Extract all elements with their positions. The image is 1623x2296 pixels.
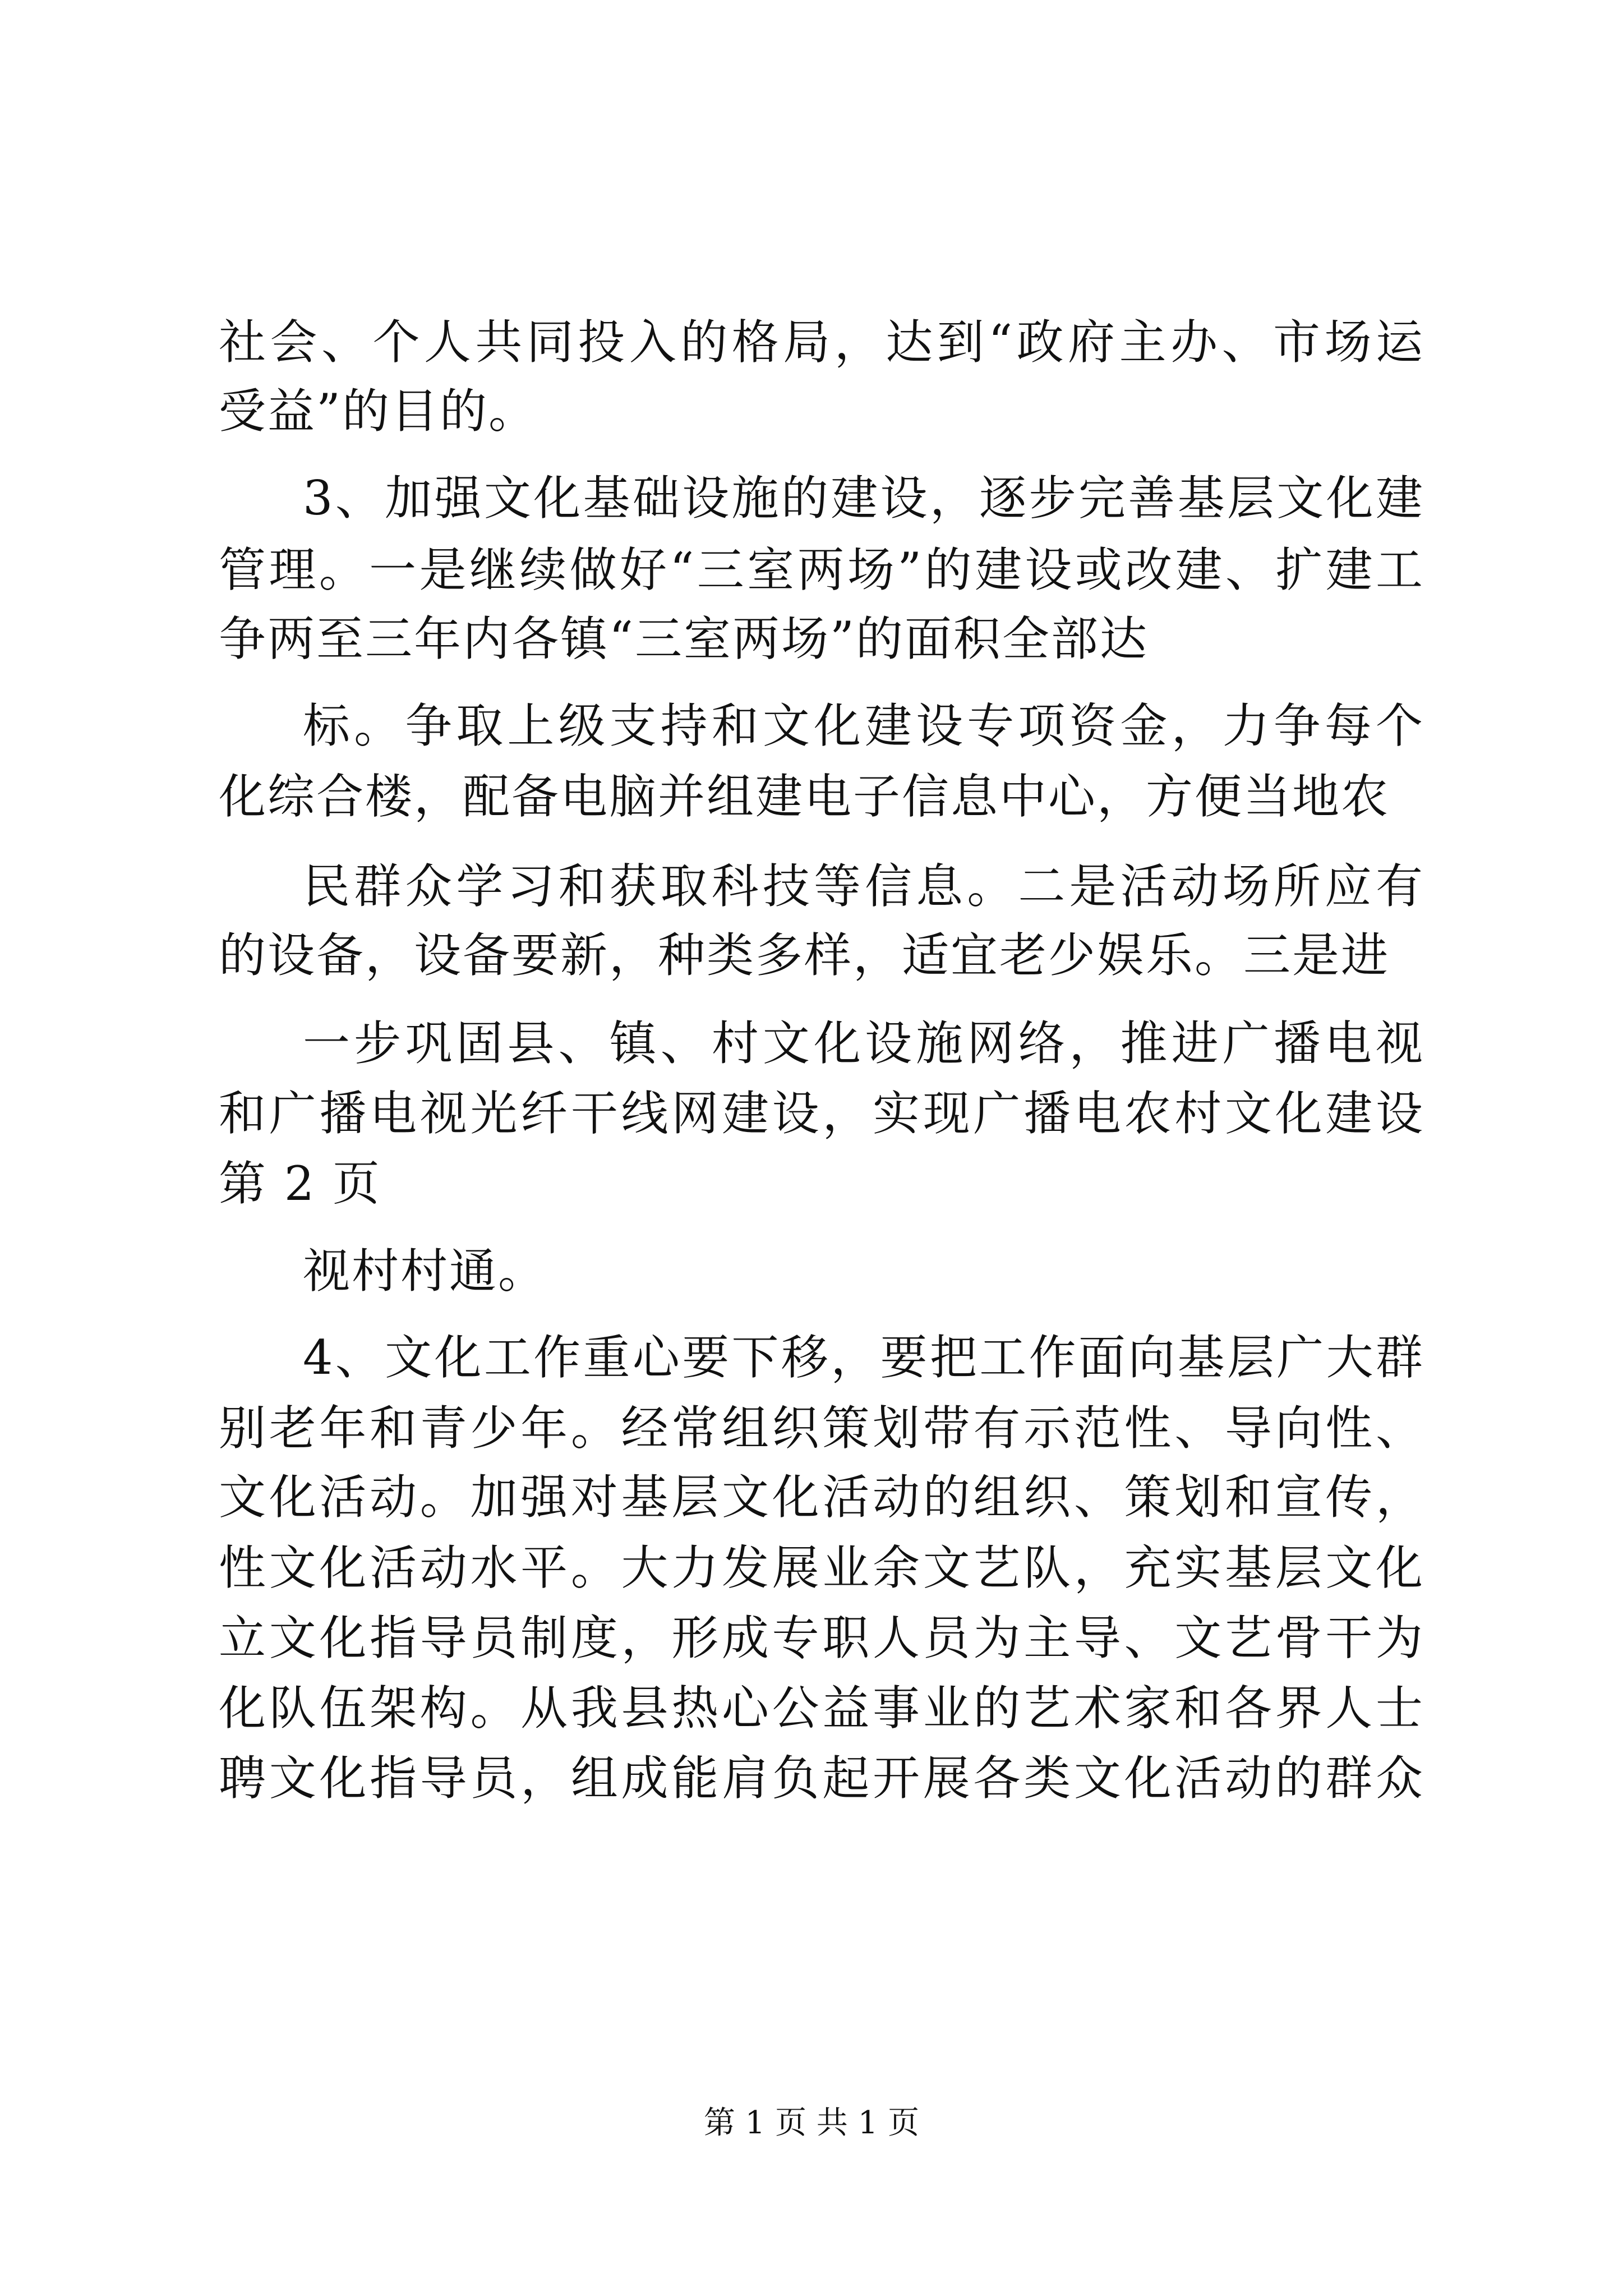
text-line: 性文化活动水平。大力发展业余文艺队，充实基层文化 — [219, 1540, 1424, 1595]
text-line: 化队伍架构。从我县热心公益事业的艺术家和各界人士 — [219, 1681, 1424, 1736]
text-line: 一步巩固县、镇、村文化设施网络，推进广播电视 — [303, 1016, 1424, 1071]
text-line: 视村村通。 — [303, 1244, 547, 1299]
text-line: 争两至三年内各镇“三室两场”的面积全部达 — [219, 611, 1149, 666]
text-line: 别老年和青少年。经常组织策划带有示范性、导向性、 — [219, 1401, 1424, 1456]
text-line: 化综合楼，配备电脑并组建电子信息中心，方便当地农 — [219, 769, 1390, 824]
text-line: 受益”的目的。 — [219, 384, 537, 439]
page-footer: 第 1 页 共 1 页 — [703, 2105, 920, 2141]
text-line: 的设备，设备要新，种类多样，适宜老少娱乐。三是进 — [219, 928, 1390, 983]
text-line: 4、文化工作重心要下移，要把工作面向基层广大群 — [303, 1330, 1424, 1385]
text-line: 聘文化指导员，组成能肩负起开展各类文化活动的群众 — [219, 1751, 1424, 1806]
text-line: 民群众学习和获取科技等信息。二是活动场所应有 — [303, 859, 1424, 914]
text-line: 标。争取上级支持和文化建设专项资金，力争每个 — [303, 698, 1424, 753]
text-line: 3、加强文化基础设施的建设，逐步完善基层文化建 — [303, 471, 1424, 526]
text-line: 立文化指导员制度，形成专职人员为主导、文艺骨干为 — [219, 1611, 1424, 1665]
text-line: 第 2 页 — [219, 1156, 381, 1211]
text-line: 社会、个人共同投入的格局，达到“政府主办、市场运 — [219, 315, 1424, 370]
text-line: 和广播电视光纤干线网建设，实现广播电农村文化建设 — [219, 1086, 1424, 1141]
text-line: 文化活动。加强对基层文化活动的组织、策划和宣传， — [219, 1470, 1424, 1525]
text-line: 管理。一是继续做好“三室两场”的建设或改建、扩建工 — [219, 542, 1424, 597]
